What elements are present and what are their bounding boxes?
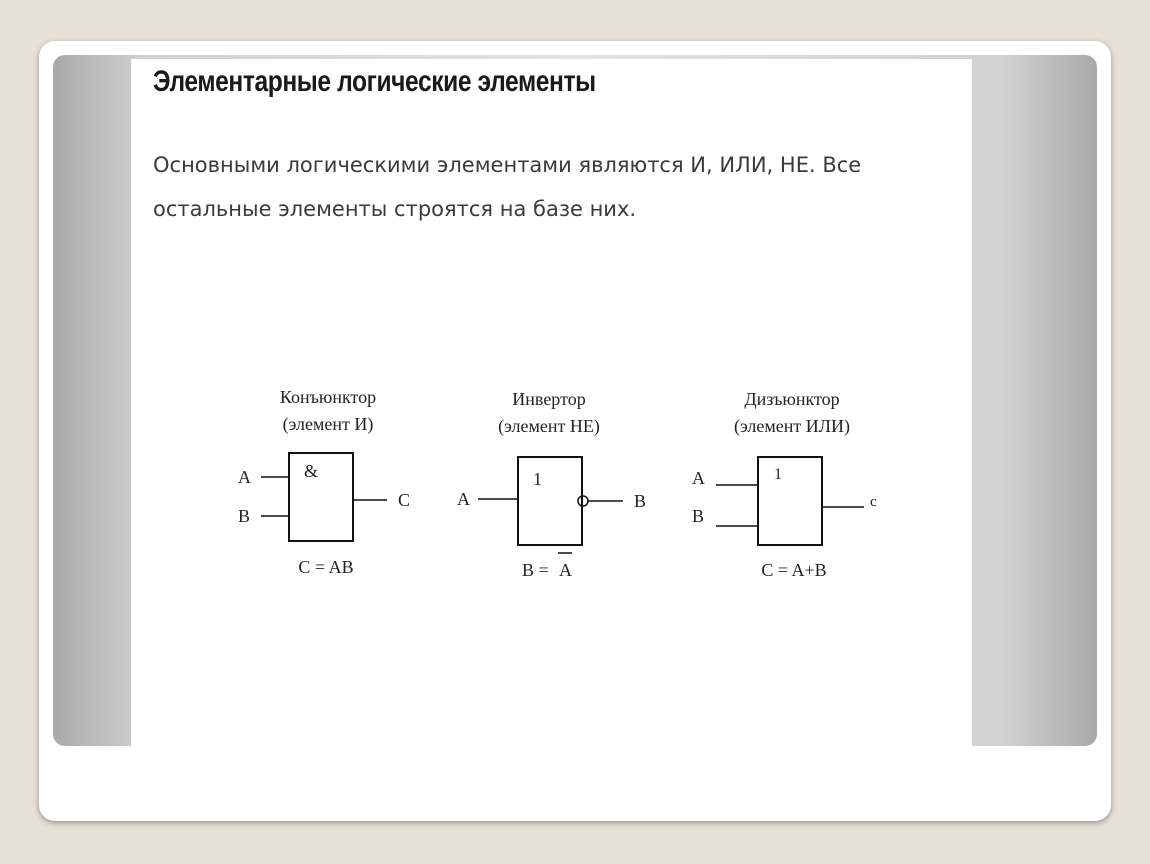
and-input-b-label: B [238, 506, 251, 526]
or-input-a-label: A [692, 468, 705, 488]
or-output-label: c [870, 494, 877, 510]
or-gate [692, 389, 877, 580]
or-input-b-label: B [692, 506, 705, 526]
and-output-label: C [398, 490, 411, 510]
and-input-a-label: A [238, 467, 251, 487]
and-gate-box [289, 453, 353, 541]
or-gate-box [758, 457, 822, 545]
or-gate-subtitle: (элемент ИЛИ) [734, 416, 850, 436]
or-gate-symbol: 1 [774, 466, 782, 483]
not-formula-left: B = [522, 560, 554, 580]
and-gate-subtitle: (элемент И) [282, 414, 374, 434]
not-gate-subtitle: (элемент НЕ) [498, 416, 600, 436]
and-gate-name: Конъюнктор [279, 387, 377, 407]
not-gate-symbol: 1 [533, 469, 542, 489]
not-gate-name: Инвертор [512, 389, 586, 409]
and-gate [238, 387, 410, 577]
and-gate-symbol: & [304, 461, 319, 481]
not-gate-box [518, 457, 582, 545]
not-formula-negated: A [559, 560, 572, 580]
and-formula: C = AB [298, 557, 354, 577]
document-image [131, 59, 972, 746]
logic-gates-diagram [131, 59, 972, 746]
or-formula: C = A+B [761, 560, 827, 580]
paragraph-line-2: остальные элементы строятся на базе них. [153, 197, 637, 221]
paragraph-line-1: Основными логическими элементами являются И, ИЛИ, НЕ. Все [153, 153, 862, 177]
not-output-label: B [634, 491, 647, 511]
not-input-label: A [457, 489, 470, 509]
or-gate-name: Дизъюнктор [744, 389, 840, 409]
not-gate [457, 389, 646, 580]
document-title: Элементарные логические элементы [153, 65, 596, 98]
